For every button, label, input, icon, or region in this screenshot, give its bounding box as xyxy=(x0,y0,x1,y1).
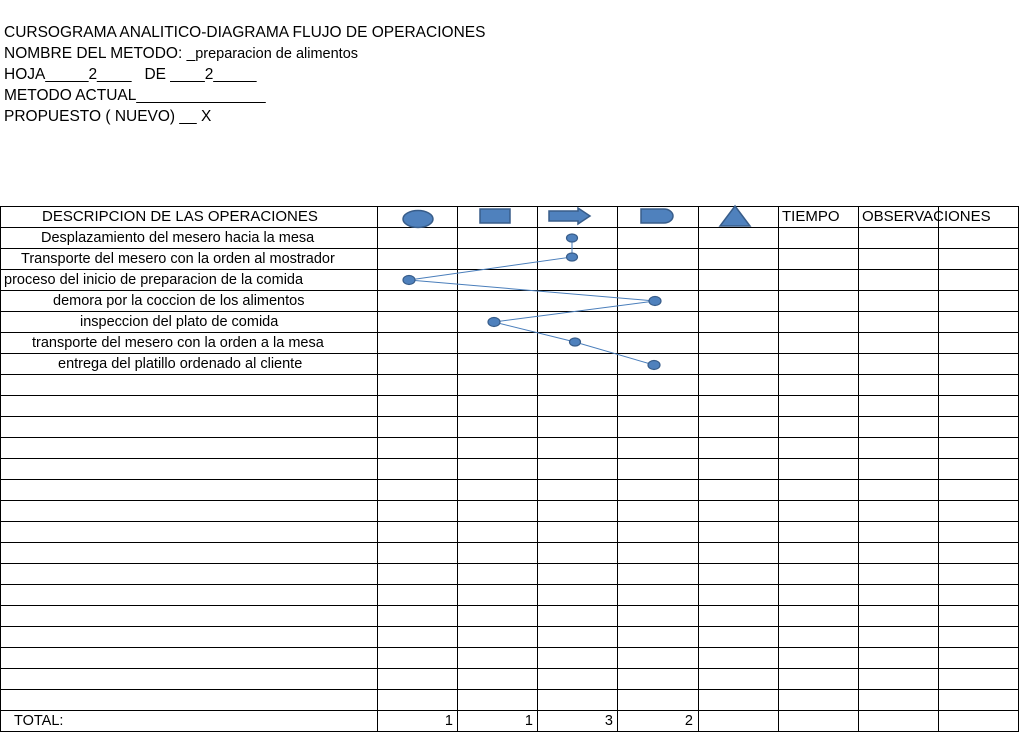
col-time-header: TIEMPO xyxy=(782,208,840,225)
storage-triangle-icon xyxy=(720,206,750,226)
operation-description: Desplazamiento del mesero hacia la mesa xyxy=(41,230,315,246)
flow-step-marker xyxy=(567,253,578,261)
total-transport: 3 xyxy=(604,713,613,729)
col-observations-header: OBSERVACIONES xyxy=(862,208,991,225)
flow-step-marker xyxy=(488,318,500,327)
total-operation: 1 xyxy=(444,713,453,729)
proposed-method: PROPUESTO ( NUEVO) __ X xyxy=(4,108,212,125)
method-name-label: NOMBRE DEL METODO: _ xyxy=(4,45,196,62)
total-delay: 2 xyxy=(684,713,693,729)
flow-step-marker xyxy=(567,234,578,242)
total-inspection: 1 xyxy=(524,713,533,729)
operation-description: proceso del inicio de preparacion de la comida xyxy=(4,272,304,288)
inspection-square-icon xyxy=(480,209,510,223)
title: CURSOGRAMA ANALITICO-DIAGRAMA FLUJO DE OPERACIONES xyxy=(4,24,486,41)
total-label: TOTAL: xyxy=(14,713,64,729)
operation-description: Transporte del mesero con la orden al mostrador xyxy=(21,251,335,267)
flow-line xyxy=(409,238,655,365)
flow-step-marker xyxy=(570,338,581,346)
operation-description: transporte del mesero con la orden a la mesa xyxy=(32,335,324,351)
flow-step-marker xyxy=(648,361,660,370)
header-symbols xyxy=(403,206,750,228)
method-name-value: preparacion de alimentos xyxy=(195,46,359,62)
current-method: METODO ACTUAL_______________ xyxy=(4,87,266,104)
operation-description: entrega del platillo ordenado al cliente xyxy=(58,356,303,372)
sheet-number: HOJA_____2____ DE ____2_____ xyxy=(4,66,257,83)
operation-circle-icon xyxy=(403,211,433,228)
flow-step-marker xyxy=(649,297,661,306)
delay-d-icon xyxy=(641,209,673,223)
col-description-header: DESCRIPCION DE LAS OPERACIONES xyxy=(42,208,318,225)
operation-description: inspeccion del plato de comida xyxy=(80,314,279,330)
flow-step-marker xyxy=(403,276,415,285)
operation-description: demora por la coccion de los alimentos xyxy=(53,293,305,309)
transport-arrow-icon xyxy=(549,208,590,224)
